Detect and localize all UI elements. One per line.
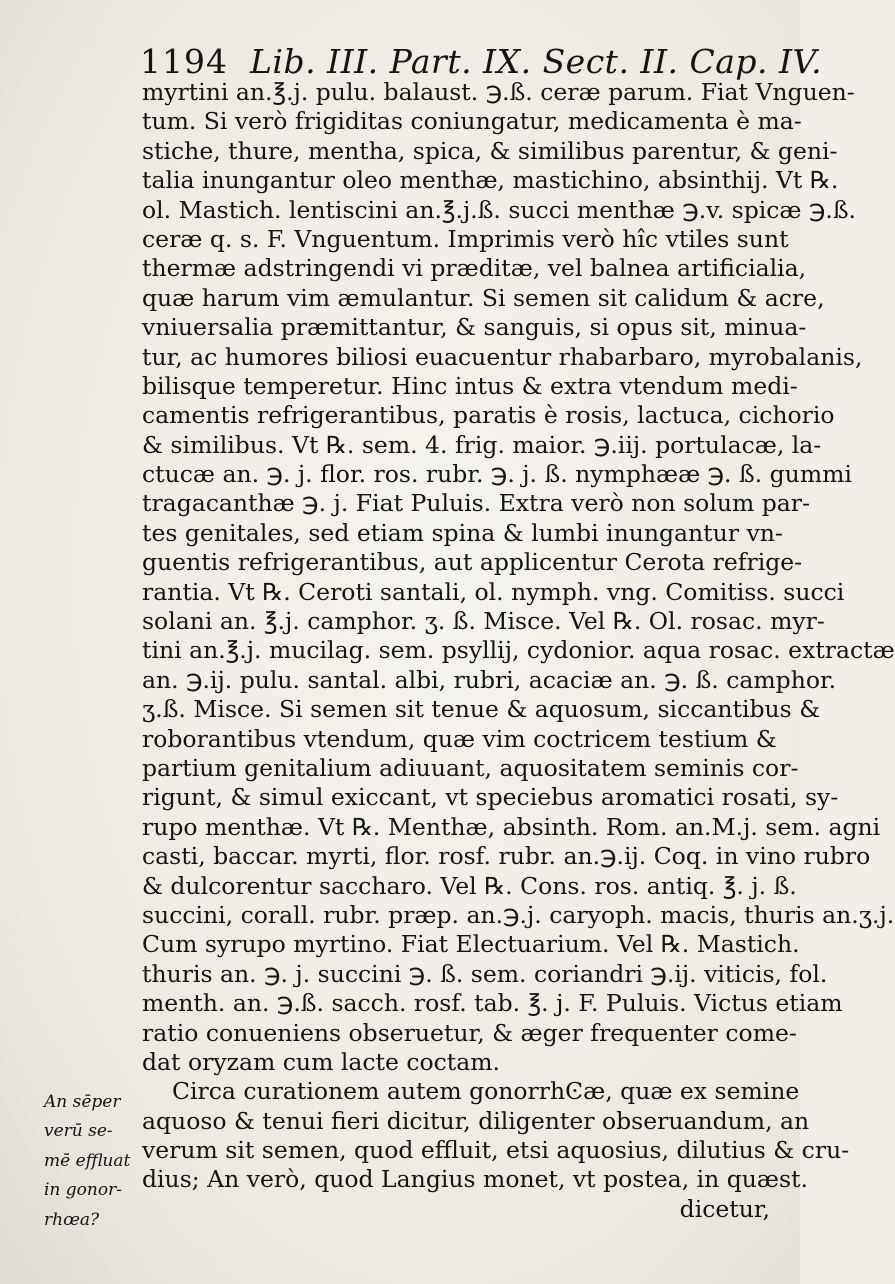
text-line: rigunt, & simul exiccant, vt speciebus aromatici rosati, sy- — [142, 783, 839, 812]
text-line: & dulcorentur saccharo. Vel ℞. Cons. ros. antiq. ℥. j. ß. — [142, 871, 797, 900]
text-line: myrtini an.℥.j. pulu. balaust. ℈.ß. ceræ parum. Fiat Vnguen- — [142, 78, 855, 106]
text-line: guentis refrigerantibus, aut applicentur Cerota refrige- — [142, 548, 803, 577]
text-line: dius; An verò, quod Langius monet, vt postea, in quæst. — [142, 1165, 808, 1194]
text-line: an. ℈.ij. pulu. santal. albi, rubri, acaciæ an. ℈. ß. camphor. — [142, 665, 837, 694]
text-line: partium genitalium adiuuant, aquositatem seminis cor- — [142, 753, 799, 782]
margin-note-line: mē effluat — [44, 1150, 131, 1171]
page-number: 1194 — [140, 42, 228, 81]
text-line: rupo menthæ. Vt ℞. Menthæ, absinth. Rom. an.M.j. sem. agni — [142, 812, 881, 841]
text-line: tini an.℥.j. mucilag. sem. psyllij, cydonior. aqua rosac. extractæ — [142, 636, 895, 665]
text-line: ceræ q. s. F. Vnguentum. Imprimis verò hîc vtiles sunt — [142, 224, 789, 253]
text-line: verum sit semen, quod effluit, etsi aquosius, dilutius & cru- — [142, 1136, 850, 1165]
margin-note-line: rhœa? — [44, 1209, 100, 1230]
text-line: dicetur, — [679, 1194, 770, 1223]
text-line: succini, corall. rubr. præp. an.℈.j. caryoph. macis, thuris an.ʒ.j. — [142, 900, 895, 929]
margin-note-line: An sēper — [44, 1092, 121, 1112]
text-line: Circa curationem autem gonorrhϾæ, quæ ex semine — [172, 1077, 800, 1106]
text-line: tes genitales, sed etiam spina & lumbi inungantur vn- — [142, 518, 783, 547]
text-line: stiche, thure, mentha, spica, & similibus parentur, & geni- — [142, 136, 838, 165]
text-line: tragacanthæ ℈. j. Fiat Puluis. Extra verò non solum par- — [142, 489, 810, 518]
text-line: menth. an. ℈.ß. sacch. rosf. tab. ℥. j. F. Puluis. Victus etiam — [142, 989, 843, 1018]
text-line: thermæ adstringendi vi præditæ, vel balnea artificialia, — [142, 254, 807, 283]
margin-note — [44, 1088, 140, 1235]
text-line: rantia. Vt ℞. Ceroti santali, ol. nymph. vng. Comitiss. succi — [142, 577, 845, 606]
text-line: ʒ.ß. Misce. Si semen sit tenue & aquosum, siccantibus & — [142, 695, 821, 724]
text-line: solani an. ℥.j. camphor. ʒ. ß. Misce. Vel ℞. Ol. rosac. myr- — [142, 607, 825, 636]
text-line: bilisque temperetur. Hinc intus & extra vtendum medi- — [142, 371, 798, 400]
text-line: ratio conueniens obseruetur, & æger frequenter come- — [142, 1018, 797, 1047]
running-head: Lib. III. Part. IX. Sect. II. Cap. IV. — [249, 42, 823, 81]
text-line: tum. Si verò frigiditas coniungatur, medicamenta è ma- — [142, 107, 802, 136]
text-line: roborantibus vtendum, quæ vim coctricem testium & — [142, 724, 777, 753]
margin-note-line: in gonor- — [44, 1180, 122, 1201]
text-line: aquoso & tenui fieri dicitur, diligenter obseruandum, an — [142, 1106, 810, 1135]
text-line: tur, ac humores biliosi euacuentur rhabarbaro, myrobalanis, — [142, 342, 863, 371]
text-line: ol. Mastich. lentiscini an.℥.j.ß. succi menthæ ℈.v. spicæ ℈.ß. — [142, 195, 857, 224]
text-line: thuris an. ℈. j. succini ℈. ß. sem. coriandri ℈.ij. viticis, fol. — [142, 959, 828, 988]
text-line: & similibus. Vt ℞. sem. 4. frig. maior. ℈.iij. portulacæ, la- — [142, 430, 822, 459]
margin-note-line: verū se- — [44, 1121, 113, 1142]
text-line: camentis refrigerantibus, paratis è rosis, lactuca, cichorio — [142, 401, 835, 430]
body-text — [142, 78, 895, 1224]
text-line: ctucæ an. ℈. j. flor. ros. rubr. ℈. j. ß. nymphææ ℈. ß. gummi — [142, 460, 852, 489]
text-line: casti, baccar. myrti, flor. rosf. rubr. an.℈.ij. Coq. in vino rubro — [142, 842, 871, 871]
text-line: quæ harum vim æmulantur. Si semen sit calidum & acre, — [142, 283, 825, 312]
text-line: dat oryzam cum lacte coctam. — [142, 1047, 501, 1076]
text-line: talia inungantur oleo menthæ, mastichino, absinthij. Vt ℞. — [142, 166, 839, 195]
text-line: Cum syrupo myrtino. Fiat Electuarium. Vel ℞. Mastich. — [142, 930, 800, 959]
text-line: vniuersalia præmittantur, & sanguis, si opus sit, minua- — [142, 313, 807, 342]
